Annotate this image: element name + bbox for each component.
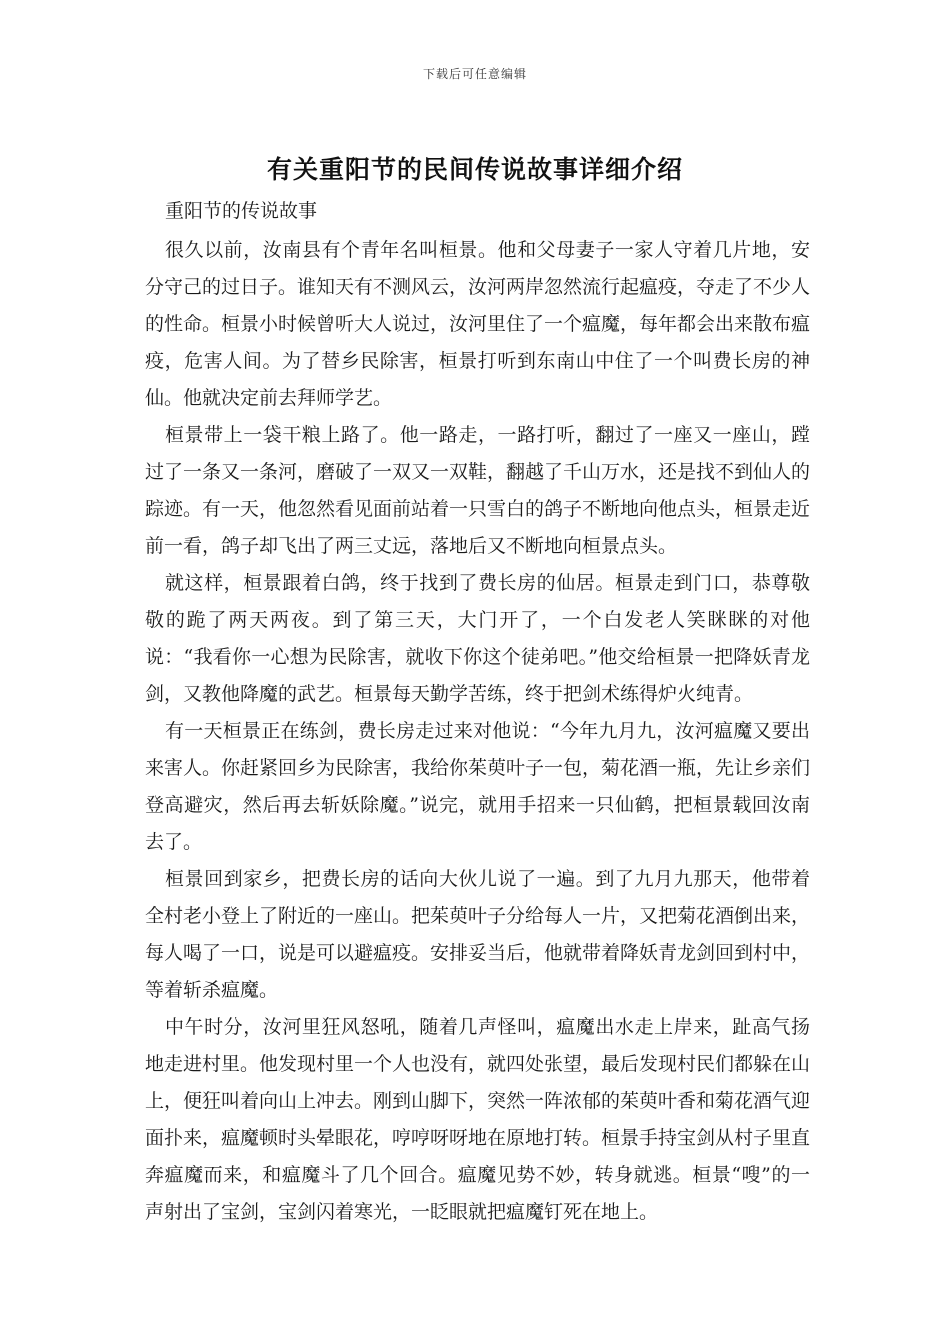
body-paragraph: 就这样，桓景跟着白鸽，终于找到了费长房的仙居。桓景走到门口，恭尊敬敬的跪了两天两夜。到了第三天，大门开了，一个白发老人笑眯眯的对他说：“我看你一心想为民除害，就收下你这个徒弟吧。”他交给桓景一把降妖青龙剑，又教他降魔的武艺。桓景每天勤学苦练，终于把剑术练得炉火纯青。: [145, 572, 810, 705]
body-paragraph: 桓景回到家乡，把费长房的话向大伙儿说了一遍。到了九月九那天，他带着全村老小登上了附近的一座山。把茱萸叶子分给每人一片，又把菊花酒倒出来，每人喝了一口，说是可以避瘟疫。安排妥当后，他就带着降妖青龙剑回到村中，等着斩杀瘟魔。: [145, 868, 811, 1001]
header-note: 下载后可任意编辑: [422, 67, 527, 81]
body-paragraph: 很久以前，汝南县有个青年名叫桓景。他和父母妻子一家人守着几片地，安分守己的过日子。谁知天有不测风云，汝河两岸忽然流行起瘟疫，夺走了不少人的性命。桓景小时候曾听大人说过，汝河里住了一个瘟魔，每年都会出来散布瘟疫，危害人间。为了替乡民除害，桓景打听到东南山中住了一个叫费长房的神仙。他就决定前去拜师学艺。: [145, 239, 811, 409]
body-paragraph: 有一天桓景正在练剑，费长房走过来对他说：“今年九月九，汝河瘟魔又要出来害人。你赶紧回乡为民除害，我给你茱萸叶子一包，菊花酒一瓶，先让乡亲们登高避灾，然后再去斩妖除魔。”说完，就用手招来一只仙鹤，把桓景载回汝南去了。: [145, 720, 811, 853]
body-paragraph: 桓景带上一袋干粮上路了。他一路走，一路打听，翻过了一座又一座山，蹚过了一条又一条河，磨破了一双又一双鞋，翻越了千山万水，还是找不到仙人的踪迹。有一天，他忽然看见面前站着一只雪白的鸽子不断地向他点头，桓景走近前一看，鸽子却飞出了两三丈远，落地后又不断地向桓景点头。: [145, 424, 811, 557]
body-paragraph: 中午时分，汝河里狂风怒吼，随着几声怪叫，瘟魔出水走上岸来，趾高气扬地走进村里。他发现村里一个人也没有，就四处张望，最后发现村民们都躲在山上，便狂叫着向山上冲去。刚到山脚下，突然一阵浓郁的茱萸叶香和菊花酒气迎面扑来，瘟魔顿时头晕眼花，哼哼呀呀地在原地打转。桓景手持宝剑从村子里直奔瘟魔而来，和瘟魔斗了几个回合。瘟魔见势不妙，转身就逃。桓景“嗖”的一声射出了宝剑，宝剑闪着寒光，一眨眼就把瘟魔钉死在地上。: [145, 1016, 811, 1223]
document-title: 有关重阳节的民间传说故事详细介绍: [266, 155, 683, 184]
document-body: [145, 196, 810, 1231]
section-subtitle: 重阳节的传说故事: [165, 200, 318, 222]
